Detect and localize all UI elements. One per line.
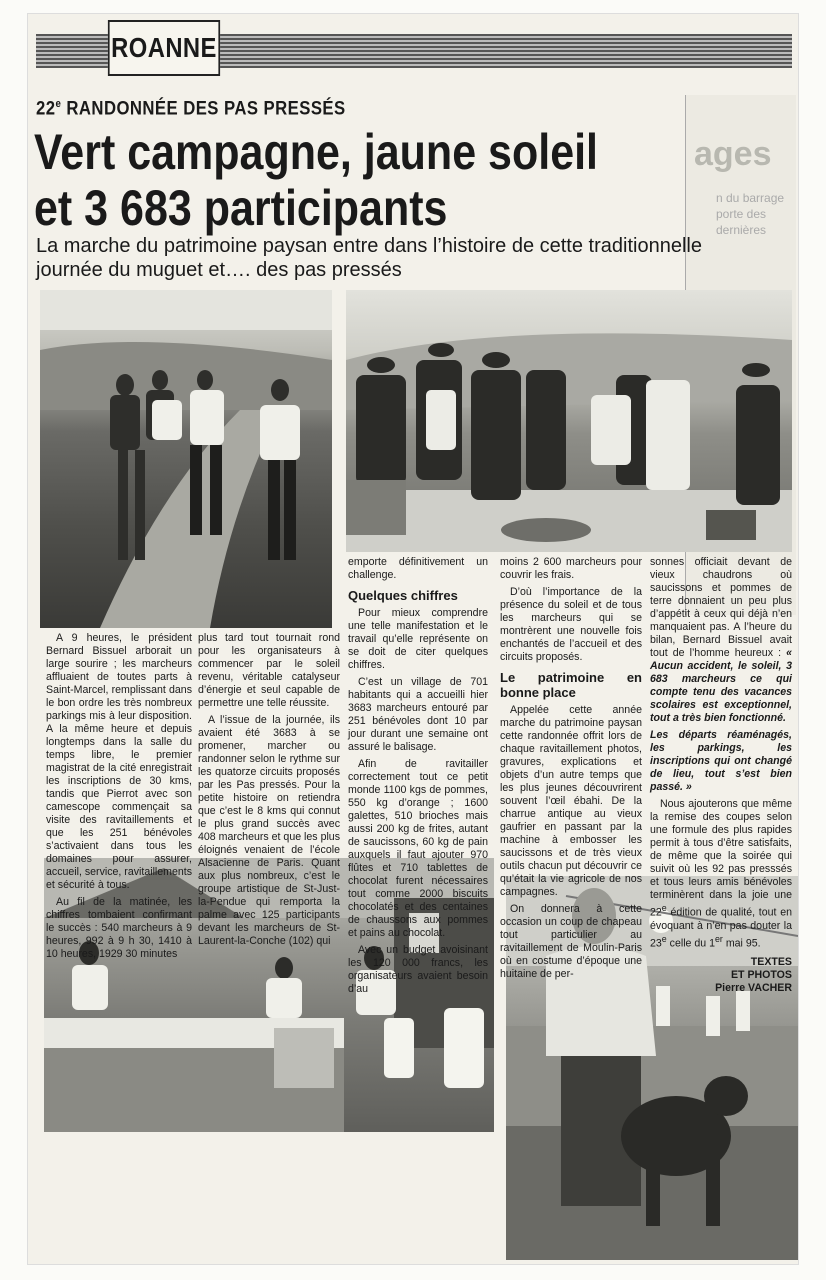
headline (34, 124, 598, 236)
paragraph: Avec un budget avoisinant les 120 000 francs, les organisateurs avaient besoin d’au (348, 944, 488, 995)
photo-walkers (40, 290, 332, 628)
paragraph: A 9 heures, le président Bernard Bissuel arborait un large sourire ; les marcheurs affluaient de toutes parts à Saint-Marcel, remplissant dans le bon ordre les très nombreux parkings mis à leur disposition. A la même heure et depuis longtemps dans la salle du temps libre, le premier magistrat de la cité enregistrait les inscriptions de 30 kms, tandis que Pierrot avec son camescope commençait sa visite des ravitaillements et que les 251 bénévoles s’activaient dans tous les domaines pour assurer, accueil, service, ravitaillements et sécurité à tous. (46, 632, 193, 891)
paragraph: moins 2 600 marcheurs pour couvrir les frais. (500, 556, 642, 581)
quote: « Aucun accident, le soleil, 3 683 marcheurs ce qui compte tenu des vacances scolaires est exceptionnel, tout a très bien fonctionné. (650, 647, 792, 724)
article-column-4 (500, 556, 642, 985)
section-tag: ROANNE (108, 20, 220, 76)
paragraph: Afin de ravitailler correctement tout ce petit monde 1100 kgs de pommes, 550 kg d’orange ; 1600 galettes, 510 brioches mais aussi 200 kg de frites, autant de saucissons, 60 kg de pain auxquels il faut ajouter 970 flûtes et 710 tablettes de chocolat furent nécessaires tout comme 2000 biscuits chocolatés et des centaines de chaussons aux pommes et pains au chocolat. (348, 758, 488, 939)
article-column-3 (348, 556, 488, 1000)
headline-line-1: Vert campagne, jaune soleil (34, 124, 598, 180)
article-column-5 (650, 556, 792, 995)
paragraph: emporte définitivement un challenge. (348, 556, 488, 581)
paragraph: Au fil de la matinée, les chiffres tombaient confirmant le succès : 540 marcheurs à 9 heures, 992 à 9 h 30, 1410 à 10 heures, 1929 30 minutes (46, 896, 192, 960)
paragraph: On donnera à cette occasion un coup de chapeau tout particulier au ravitaillement de Moulin-Paris où en costume d’époque une huitaine de per- (500, 903, 642, 980)
article-column-2 (198, 632, 340, 952)
paragraph: A l’issue de la journée, ils avaient été 3683 à se promener, marcher ou randonner selon le rythme sur les quatorze circuits proposés par les Pas pressés. Pour la petite histoire on retiendra que c’est le 8 kms qui connut le plus grand succès avec 408 marcheurs et que les plus éloignés venaient de l’école Alsacienne de Paris. Quant aux plus nombreux, c’est le groupe artistique de St-Just-la-Pendue qui remporta la palme avec 125 participants devant les marcheurs de St-Laurent-la-Conche (102) qui (198, 714, 340, 947)
paragraph: Appelée cette année marche du patrimoine paysan cette randonnée offrit lors de chaque ravitaillement photos, gravures, explications et objets d’un autre temps que les plus jeunes découvrirent souvent l’œil ébahi. De la charrue antique au vieux gaufrier en passant par la machine à embosser les saucissons et de très vieux outils chacun put découvrir ce qu’était la vie agricole de nos campagnes. (500, 704, 642, 898)
article-column-1 (46, 632, 192, 965)
paragraph: D’où l’importance de la présence du soleil et de tous les marcheurs qui se montrèrent une nouvelle fois enchantés de l’accueil et des circuits proposés. (500, 586, 642, 663)
paragraph: sonnes officiait devant de vieux chaudrons où saucissons et pommes de terre donnaient un peu plus d’appétit à ceux qui déjà n’en manquaient pas. A l’heure du bilan, Bernard Bissuel avait tout de l’homme heureux : « Aucun accident, le soleil, 3 683 marcheurs ce qui compte tenu des vacances scolaires est exceptionnel, tout a très bien fonctionné. (650, 556, 792, 724)
paragraph: plus tard tout tournait rond pour les organisateurs à commencer par le soleil revenu, véritable catalyseur d’énergie et seul capable de permettre une telle réussite. (198, 632, 340, 709)
adjacent-page-subtext: n du barrage porte des dernières (716, 191, 785, 237)
headline-line-2: et 3 683 participants (34, 180, 448, 236)
byline: TEXTES ET PHOTOS Pierre VACHER (715, 956, 792, 995)
adjacent-page-text: ages (694, 135, 772, 173)
subheading-quelques-chiffres: Quelques chiffres (348, 588, 458, 603)
paragraph: C’est un village de 701 habitants qui a accueilli hier 3683 marcheurs entouré par 251 bénévoles dont 10 par jour durant une semaine ont assuré le balisage. (348, 676, 488, 753)
photo-costumed-group (346, 290, 792, 552)
paragraph: Nous ajouterons que même la remise des coupes selon une formule des plus rapides permit à tous d’être satisfaits, de même que la soirée qui suivit où les 92 pas presssés et tous leurs amis bénévoles terminèrent dans la joie une 22e édition de qualité, tout en évoquant à n’en pas douter la 23e celle du 1er mai 95. (650, 798, 792, 950)
deck: La marche du patrimoine paysan entre dans l’histoire de cette traditionnelle journée du muguet et…. des pas pressés (36, 235, 702, 281)
paragraph: Pour mieux comprendre une telle manifestation et le travail qu’elle représente on se doit de citer quelques chiffres. (348, 607, 488, 671)
subheading-patrimoine: Le patrimoine en bonne place (500, 670, 642, 700)
kicker: 22e RANDONNÉE DES PAS PRESSÉS (36, 98, 346, 120)
quote-continued: Les départs réaménagés, les parkings, les inscriptions qui ont changé de lieu, tout s’est bien passé. » (650, 729, 792, 793)
